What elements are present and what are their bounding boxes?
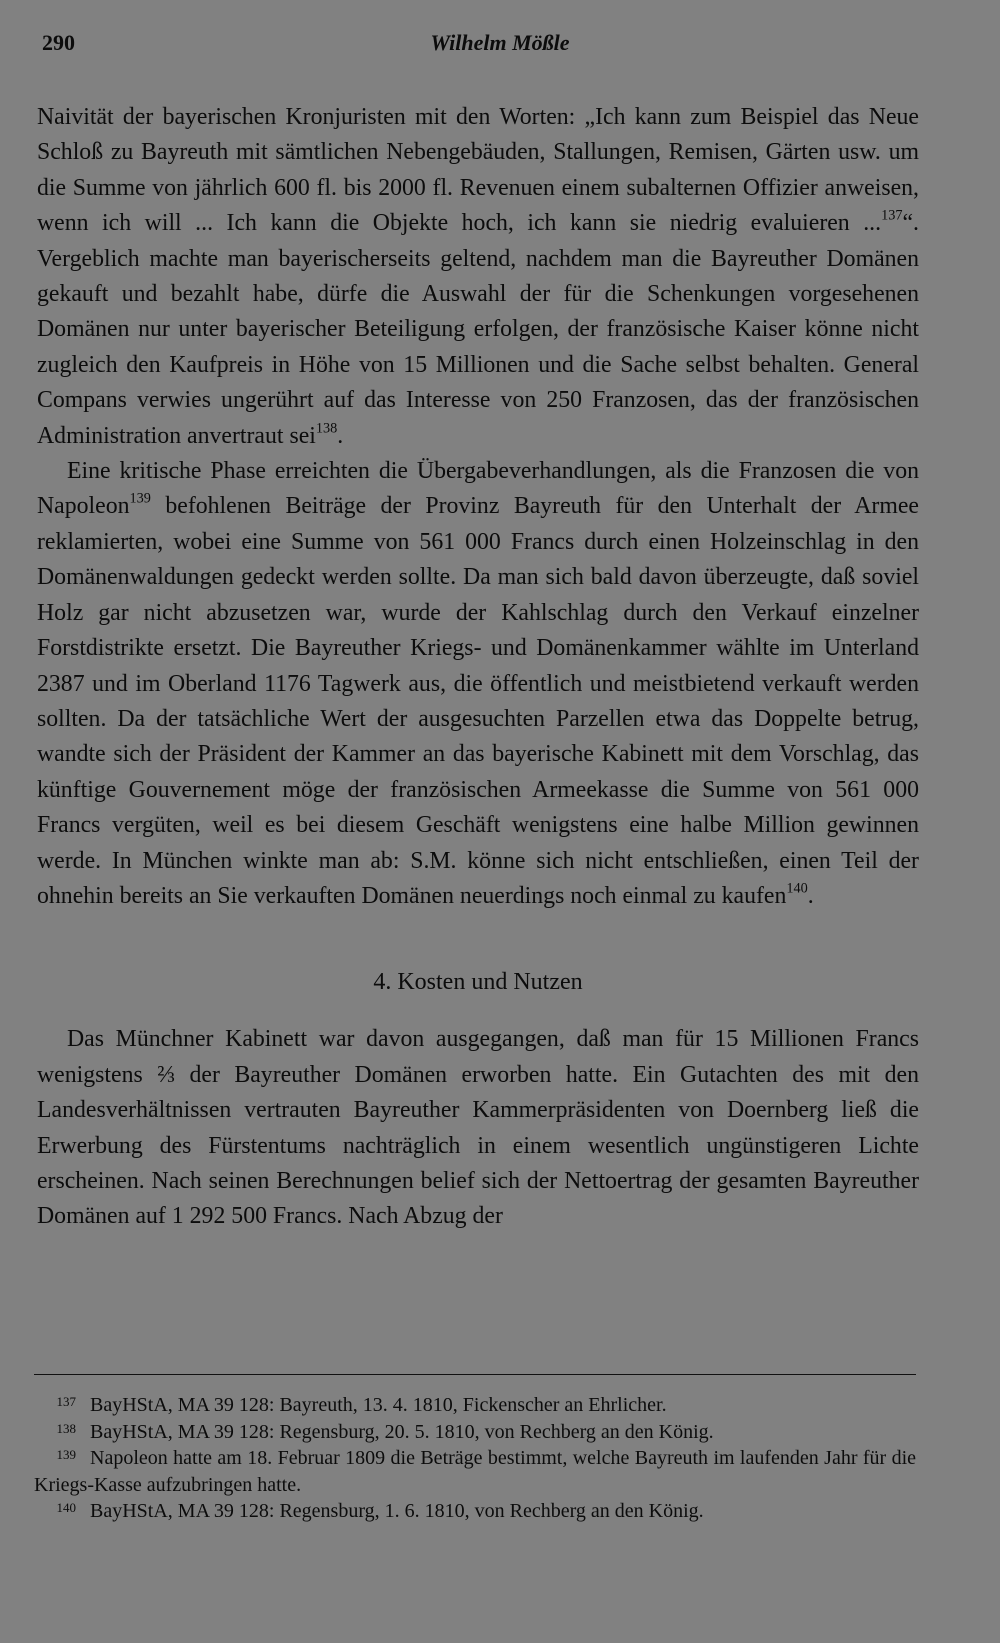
paragraph-1-text-b: “. Vergeblich machte man bayerischerseits geltend, nachdem man die Bayreuther Domänen gekauft und bezahlt habe, dürfe die Auswahl der für die Schenkungen vorgesehenen Domänen nur unter bayerischer Beteiligung erfolgen, der französische Kaiser könne nicht zugleich den Kaufpreis in Höhe von 15 Millionen und die Sache selbst behalten. General Compans verwies ungerührt auf das Interesse von 250 Franzosen, das der französischen Administration anvertraut sei — [37, 210, 919, 449]
main-text — [37, 100, 919, 1235]
footnote-139: 139 Napoleon hatte am 18. Februar 1809 die Beträge bestimmt, welche Bayreuth im laufenden Jahr für die Kriegs-Kasse aufzubringen hatte. — [34, 1447, 916, 1496]
footnote-ref-138: 138 — [315, 419, 338, 436]
footnote-text: Napoleon hatte am 18. Februar 1809 die Beträge bestimmt, welche Bayreuth im laufenden Jahr für die Kriegs-Kasse aufzubringen hatte. — [34, 1447, 916, 1496]
footnote-137: 137 BayHStA, MA 39 128: Bayreuth, 13. 4. 1810, Fickenscher an Ehrlicher. — [56, 1394, 667, 1416]
paragraph-3: Das Münchner Kabinett war davon ausgegangen, daß man für 15 Millionen Francs wenigstens ⅔ der Bayreuther Domänen erworben hatte. Ein Gutachten des mit den Landesverhältnissen vertrauten Bayreuther Kammerpräsidenten von Doernberg ließ die Erwerbung des Fürstentums nachträglich in einem wesentlich ungünstigeren Lichte erscheinen. Nach seinen Berechnungen belief sich der Nettoertrag der gesamten Bayreuther Domänen auf 1 292 500 Francs. Nach Abzug der — [37, 1026, 919, 1230]
paragraph-2-text-b: befohlenen Beiträge der Provinz Bayreuth für den Unterhalt der Armee reklamierten, wobei eine Summe von 561 000 Francs durch einen Holzeinschlag in den Domänenwaldungen gedeckt werden sollte. Da man sich bald davon überzeugte, daß soviel Holz gar nicht abzusetzen war, wurde der Kahlschlag durch den Verkauf einzelner Forstdistrikte ersetzt. Die Bayreuther Kriegs- und Domänenkammer wählte im Unterland 2387 und im Oberland 1176 Tagwerk aus, die öffentlich und meistbietend verkauft werden sollten. Da der tatsächliche Wert der ausgesuchten Parzellen etwa das Doppelte betrug, wandte sich der Präsident der Kammer an das bayerische Kabinett mit dem Vorschlag, das künftige Gouvernement möge der französischen Armeekasse die Summe von 561 000 Francs vergüten, weil es bei diesem Geschäft wenigstens eine halbe Million gewinnen werde. In München winkte man ab: S.M. könne sich nicht entschließen, einen Teil der ohnehin bereits an Sie verkauften Domänen neuerdings noch einmal zu kaufen — [37, 493, 919, 909]
paragraph-1 — [37, 100, 919, 454]
paragraph-2 — [37, 454, 919, 914]
footnotes — [34, 1392, 916, 1525]
footnote-ref-137: 137 — [881, 207, 903, 224]
footnote-138: 138 BayHStA, MA 39 128: Regensburg, 20. 5. 1810, von Rechberg an den König. — [56, 1420, 714, 1443]
footnote-text: BayHStA, MA 39 128: Regensburg, 1. 6. 1810, von Rechberg an den König. — [90, 1500, 704, 1522]
footnote-ref-139: 139 — [129, 490, 151, 507]
paragraph-1-text-c: . — [337, 422, 344, 449]
footnote-text: BayHStA, MA 39 128: Regensburg, 20. 5. 1810, von Rechberg an den König. — [90, 1420, 714, 1443]
paragraph-1-text-a: Naivität der bayerischen Kronjuristen mit den Worten: „Ich kann zum Beispiel das Neue Schloß zu Bayreuth mit sämtlichen Nebengebäuden, Stallungen, Remisen, Gärten usw. um die Summe von jährlich 600 fl. bis 2000 fl. Revenuen einem subalternen Offizier anweisen, wenn ich will ... Ich kann die Objekte hoch, ich kann sie niedrig evaluieren ... — [37, 104, 919, 237]
running-header — [42, 30, 958, 64]
footnote-140: 140 BayHStA, MA 39 128: Regensburg, 1. 6. 1810, von Rechberg an den König. — [56, 1500, 704, 1522]
footnote-text: BayHStA, MA 39 128: Bayreuth, 13. 4. 1810, Fickenscher an Ehrlicher. — [90, 1394, 667, 1416]
page-number: 290 — [42, 30, 75, 55]
paragraph-2-text-a: Eine kritische Phase erreichten die Übergabeverhandlungen, als die Franzosen die von Napoleon — [37, 458, 919, 520]
footnote-ref-140: 140 — [786, 880, 808, 897]
paragraph-2-text-c: . — [807, 882, 814, 909]
running-head-author: Wilhelm Mößle — [430, 30, 570, 55]
footnote-rule — [34, 1374, 916, 1375]
section-heading: 4. Kosten und Nutzen — [373, 969, 583, 996]
